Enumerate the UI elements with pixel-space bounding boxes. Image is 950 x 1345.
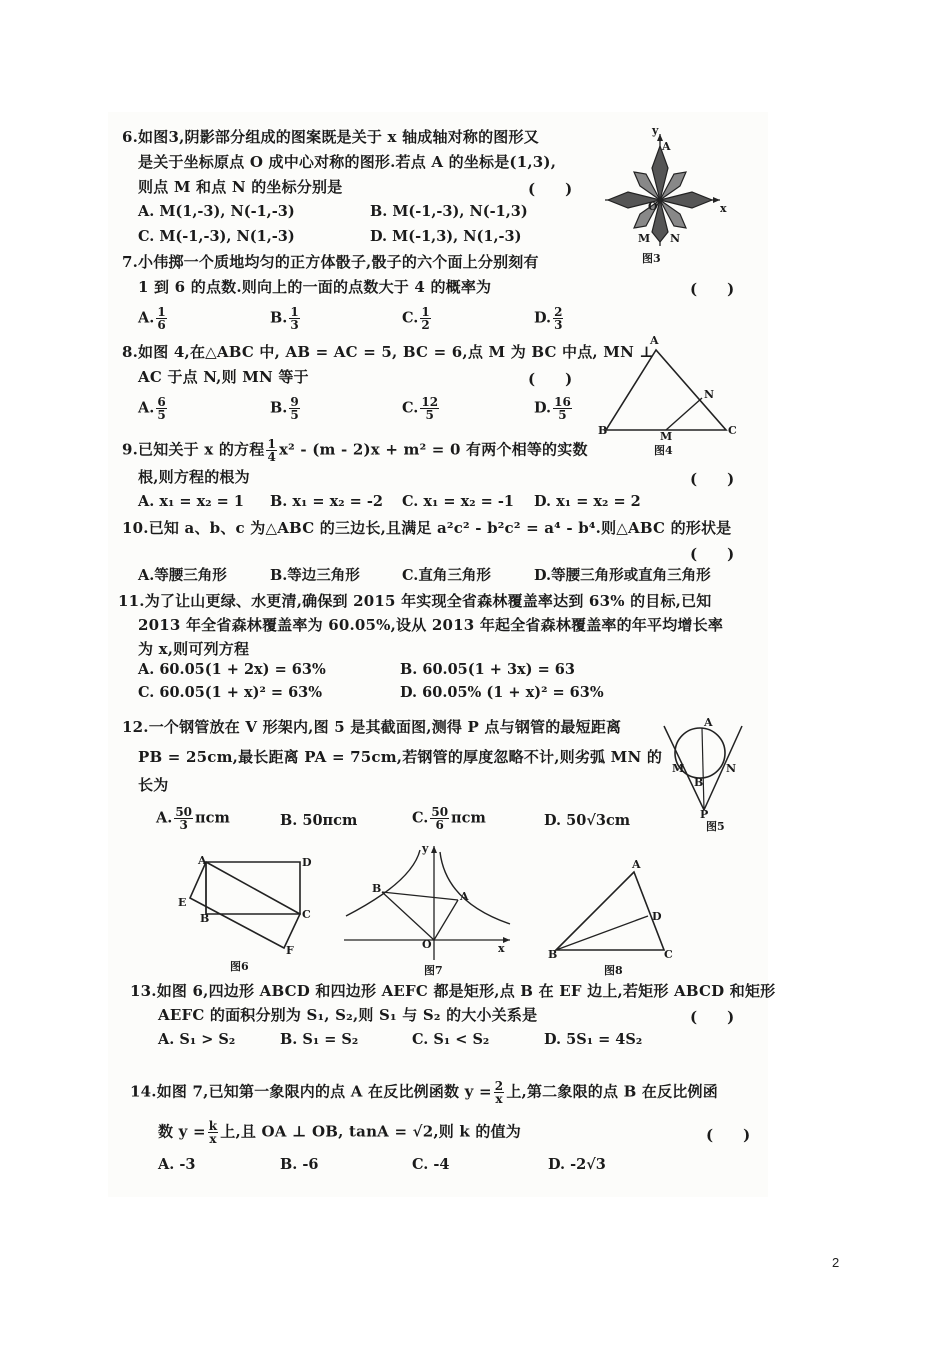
fig7-label-o: O <box>422 938 432 951</box>
fig4-label-m: M <box>660 430 673 443</box>
fig7-caption: 图7 <box>424 964 443 977</box>
q14-line2-fraction <box>208 1120 219 1145</box>
q8-option-b-fraction <box>289 396 299 421</box>
q13-option-b: B. S₁ = S₂ <box>280 1031 359 1048</box>
fig6-label-b: B <box>200 912 210 925</box>
q14-line2-denominator: x <box>209 1132 217 1146</box>
q8-option-d-denominator: 5 <box>558 408 567 422</box>
q8-option-c-denominator: 5 <box>425 408 434 422</box>
q10-answer-paren: ( ) <box>690 545 735 563</box>
fig6-caption: 图6 <box>230 960 249 973</box>
q10-option-c: C.直角三角形 <box>402 567 491 584</box>
fig7-label-x: x <box>498 942 505 955</box>
fig5-label-n: N <box>726 762 737 775</box>
fig3-caption: 图3 <box>642 252 661 265</box>
q8-option-b-prefix: B. <box>270 399 288 417</box>
q7-option-c-prefix: C. <box>402 309 419 327</box>
q14-line2-start: 数 y = <box>158 1122 206 1141</box>
q13-option-d: D. 5S₁ = 4S₂ <box>544 1031 643 1048</box>
q8-option-c <box>402 396 441 421</box>
q8-option-b-denominator: 5 <box>290 408 299 422</box>
q12-line1: 12.一个钢管放在 V 形架内,图 5 是其截面图,测得 P 点与钢管的最短距离 <box>122 718 622 736</box>
fig5-v-right <box>704 726 742 810</box>
q9-option-a: A. x₁ = x₂ = 1 <box>138 493 244 510</box>
q7-answer-paren: ( ) <box>690 280 735 298</box>
q8-option-a-fraction <box>156 396 166 421</box>
q11-line2: 2013 年全省森林覆盖率为 60.05%,设从 2013 年起全省森林覆盖率的年平均增长率 <box>138 616 724 634</box>
q13-line2: AEFC 的面积分别为 S₁, S₂,则 S₁ 与 S₂ 的大小关系是 <box>158 1006 538 1024</box>
q12-option-c-numerator: 50 <box>431 805 449 819</box>
q11-option-d: D. 60.05% (1 + x)² = 63% <box>400 684 604 701</box>
q13-answer-paren: ( ) <box>690 1008 735 1026</box>
fig4-caption: 图4 <box>654 444 673 457</box>
q6-line3: 则点 M 和点 N 的坐标分别是 <box>138 178 343 196</box>
q13-line1: 13.如图 6,四边形 ABCD 和四边形 AEFC 都是矩形,点 B 在 EF 边上,若矩形 ABCD 和矩形 <box>130 982 776 1000</box>
fig3-label-a: A <box>662 140 671 153</box>
q12-line2: PB = 25cm,最长距离 PA = 75cm,若钢管的厚度忽略不计,则劣弧 MN 的 <box>138 748 663 766</box>
q7-option-c-denominator: 2 <box>421 318 430 332</box>
q14-option-d: D. -2√3 <box>548 1156 606 1173</box>
q8-option-a-prefix: A. <box>138 399 155 417</box>
q6-option-c: C. M(-1,-3), N(1,-3) <box>138 228 295 245</box>
q9-fraction-numerator: 1 <box>267 437 277 451</box>
q12-option-a-denominator: 3 <box>179 818 188 832</box>
fig3-label-n: N <box>670 232 681 245</box>
fig3-x-arrow <box>713 197 720 203</box>
q9-line1-end: x² - (m - 2)x + m² = 0 有两个相等的实数 <box>279 440 588 459</box>
q7-option-b-fraction <box>289 306 299 331</box>
q13-option-a: A. S₁ > S₂ <box>158 1031 236 1048</box>
q8-option-c-numerator: 12 <box>421 395 439 409</box>
fig5-caption: 图5 <box>706 820 725 833</box>
fig4-label-b: B <box>598 424 608 437</box>
q12-option-c-fraction <box>430 806 449 831</box>
fig6-label-d: D <box>302 856 312 869</box>
q8-line2: AC 于点 N,则 MN 等于 <box>138 368 309 386</box>
q9-option-b: B. x₁ = x₂ = -2 <box>270 493 383 510</box>
q7-option-c <box>402 306 433 331</box>
q6-line1: 6.如图3,阴影部分组成的图案既是关于 x 轴成轴对称的图形又 <box>122 128 539 146</box>
figure-8 <box>546 858 676 977</box>
q12-option-b: B. 50πcm <box>280 812 358 829</box>
q8-option-c-fraction <box>420 396 439 421</box>
q7-option-b-prefix: B. <box>270 309 288 327</box>
q6-option-a: A. M(1,-3), N(-1,-3) <box>138 203 295 220</box>
q7-option-b <box>270 306 302 331</box>
fig5-segment-pa <box>702 728 704 810</box>
q7-line2: 1 到 6 的点数.则向上的一面的点数大于 4 的概率为 <box>138 278 492 296</box>
q8-option-c-prefix: C. <box>402 399 419 417</box>
fig4-label-c: C <box>728 424 737 437</box>
q7-option-b-denominator: 3 <box>290 318 299 332</box>
q9-answer-paren: ( ) <box>690 470 735 488</box>
fig8-label-b: B <box>548 948 558 961</box>
fig7-curve-second-quadrant <box>346 850 420 916</box>
q6-line2: 是关于坐标原点 O 成中心对称的图形.若点 A 的坐标是(1,3), <box>138 153 557 171</box>
fig8-triangle-abc <box>556 872 664 950</box>
q14-option-b: B. -6 <box>280 1156 319 1173</box>
q14-line1-fraction <box>494 1080 505 1105</box>
fig7-label-a: A <box>460 890 469 903</box>
q8-option-a-numerator: 6 <box>157 395 166 409</box>
fig8-caption: 图8 <box>604 964 623 977</box>
q14-option-a: A. -3 <box>158 1156 196 1173</box>
q11-option-c: C. 60.05(1 + x)² = 63% <box>138 684 323 701</box>
fig6-label-c: C <box>302 908 311 921</box>
q7-option-a-denominator: 6 <box>157 318 166 332</box>
q12-option-a <box>156 806 230 831</box>
q8-option-a <box>138 396 169 421</box>
fig7-label-y: y <box>422 842 429 855</box>
fig8-label-a: A <box>632 858 641 871</box>
q12-option-c-unit: πcm <box>451 809 486 827</box>
q7-option-d-denominator: 3 <box>554 318 563 332</box>
fig3-label-x: x <box>720 202 727 215</box>
fig3-label-y: y <box>652 124 659 137</box>
q7-option-a <box>138 306 169 331</box>
q6-option-d: D. M(-1,3), N(1,-3) <box>370 228 522 245</box>
figure-7 <box>340 842 520 977</box>
q12-option-a-unit: πcm <box>195 809 230 827</box>
q9-option-d: D. x₁ = x₂ = 2 <box>534 493 641 510</box>
q12-option-c-prefix: C. <box>412 809 429 827</box>
q9-fraction-denominator: 4 <box>267 450 277 464</box>
q8-option-d-fraction <box>553 396 572 421</box>
q7-line1: 7.小伟掷一个质地均匀的正方体骰子,骰子的六个面上分别刻有 <box>122 253 539 271</box>
q7-option-c-fraction <box>420 306 430 331</box>
fig5-label-p: P <box>700 808 709 821</box>
q7-option-d <box>534 306 565 331</box>
fig5-label-m: M <box>672 762 685 775</box>
q11-option-a: A. 60.05(1 + 2x) = 63% <box>138 661 326 678</box>
q11-line3: 为 x,则可列方程 <box>138 640 250 658</box>
q8-answer-paren: ( ) <box>528 370 573 388</box>
q7-option-b-numerator: 1 <box>290 305 299 319</box>
q7-option-d-numerator: 2 <box>554 305 563 319</box>
q8-option-d-numerator: 16 <box>554 395 571 409</box>
q10-option-a: A.等腰三角形 <box>138 567 227 584</box>
q8-option-a-denominator: 5 <box>157 408 166 422</box>
fig5-label-b: B <box>694 776 704 789</box>
q10-option-b: B.等边三角形 <box>270 567 360 584</box>
q14-line1 <box>130 1080 718 1105</box>
fig4-label-n: N <box>704 388 715 401</box>
q6-option-b: B. M(-1,-3), N(-1,3) <box>370 203 528 220</box>
q9-fraction <box>266 438 277 463</box>
fig7-segment-ob <box>382 892 434 940</box>
q9-line1 <box>122 438 588 463</box>
fig4-segment-mn <box>666 398 702 430</box>
figure-3 <box>600 124 730 265</box>
figure-5 <box>660 716 750 833</box>
q10-line1: 10.已知 a、b、c 为△ABC 的三边长,且满足 a²c² - b²c² = a⁴ - b⁴.则△ABC 的形状是 <box>122 519 732 537</box>
q14-option-c: C. -4 <box>412 1156 450 1173</box>
q14-line2-end: 上,且 OA ⊥ OB, tanA = √2,则 k 的值为 <box>220 1122 521 1141</box>
fig8-segment-bd <box>556 916 648 950</box>
figure-6 <box>172 852 322 973</box>
q12-option-d: D. 50√3cm <box>544 812 631 829</box>
q11-line1: 11.为了让山更绿、水更清,确保到 2015 年实现全省森林覆盖率达到 63% 的目标,已知 <box>118 592 712 610</box>
q7-option-d-prefix: D. <box>534 309 552 327</box>
fig8-label-d: D <box>652 910 662 923</box>
q8-line1: 8.如图 4,在△ABC 中, AB = AC = 5, BC = 6,点 M 为 BC 中点, MN ⊥ <box>122 343 655 361</box>
fig6-label-a: A <box>198 854 207 867</box>
q8-option-d <box>534 396 574 421</box>
q7-option-d-fraction <box>553 306 563 331</box>
fig6-label-e: E <box>178 896 187 909</box>
q14-line1-end: 上,第二象限的点 B 在反比例函 <box>506 1082 718 1101</box>
q8-option-b-numerator: 9 <box>290 395 299 409</box>
fig7-segment-oa <box>434 900 458 940</box>
fig3-label-m: M <box>638 232 651 245</box>
q12-option-a-prefix: A. <box>156 809 173 827</box>
fig6-label-f: F <box>286 944 294 957</box>
q14-line1-numerator: 2 <box>494 1079 504 1093</box>
q13-option-c: C. S₁ < S₂ <box>412 1031 490 1048</box>
q12-line3: 长为 <box>138 776 169 794</box>
figure-6-diagram <box>172 852 322 962</box>
q12-option-a-fraction <box>174 806 193 831</box>
q11-option-b: B. 60.05(1 + 3x) = 63 <box>400 661 575 678</box>
fig7-segment-ab <box>382 892 458 900</box>
q7-option-a-prefix: A. <box>138 309 155 327</box>
figure-4 <box>598 334 738 457</box>
q7-option-c-numerator: 1 <box>421 305 430 319</box>
q8-option-b <box>270 396 302 421</box>
q8-option-d-prefix: D. <box>534 399 552 417</box>
q14-line1-start: 14.如图 7,已知第一象限内的点 A 在反比例函数 y = <box>130 1082 492 1101</box>
fig5-label-a: A <box>704 716 713 729</box>
q9-line2: 根,则方程的根为 <box>138 468 250 486</box>
fig7-label-b: B <box>372 882 382 895</box>
q9-option-c: C. x₁ = x₂ = -1 <box>402 493 514 510</box>
q10-option-d: D.等腰三角形或直角三角形 <box>534 567 711 584</box>
q14-line2 <box>158 1120 521 1145</box>
q12-option-a-numerator: 50 <box>175 805 193 819</box>
figure-4-diagram <box>598 340 738 440</box>
q14-line1-denominator: x <box>495 1092 503 1106</box>
page-number: 2 <box>832 1255 840 1270</box>
q6-answer-paren: ( ) <box>528 180 573 198</box>
q14-line2-numerator: k <box>208 1119 218 1133</box>
q12-option-c-denominator: 6 <box>435 818 444 832</box>
q9-line1-start: 9.已知关于 x 的方程 <box>122 440 265 459</box>
fig7-y-arrow <box>431 846 437 853</box>
fig8-label-c: C <box>664 948 673 961</box>
q7-option-a-numerator: 1 <box>157 305 166 319</box>
q12-option-c <box>412 806 486 831</box>
fig4-label-a: A <box>650 334 659 347</box>
q14-answer-paren: ( ) <box>706 1126 751 1144</box>
q7-option-a-fraction <box>156 306 166 331</box>
fig3-label-o: O <box>648 200 658 213</box>
